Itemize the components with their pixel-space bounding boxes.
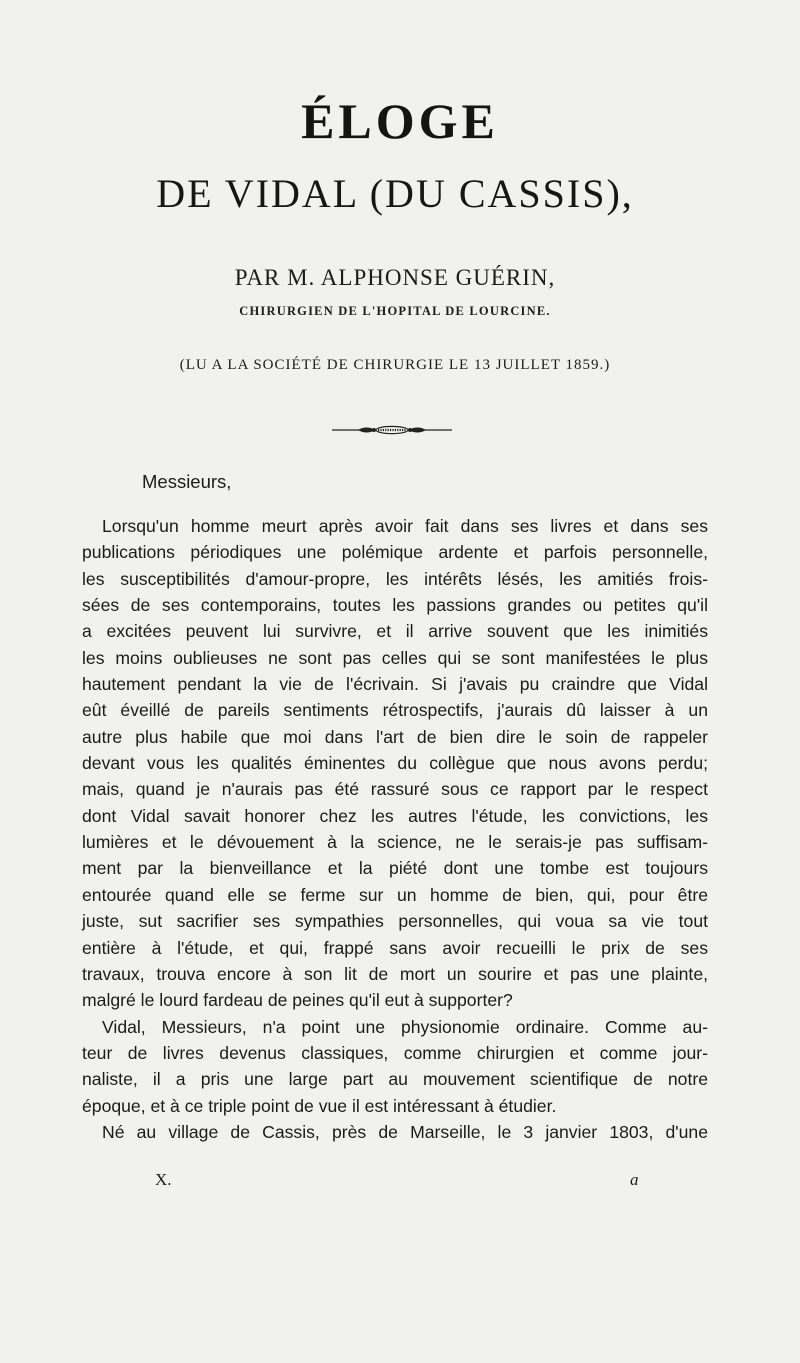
text-line: travaux, trouva encore à son lit de mort un sourire et pas une plainte, [82,963,708,984]
text-line: malgré le lourd fardeau de peines qu'il eut à supporter? [82,990,513,1011]
reading-note: (LU A LA SOCIÉTÉ DE CHIRURGIE LE 13 JUILLET 1859.) [179,357,611,373]
salutation: Messieurs, [142,471,232,492]
text-line: juste, sut sacrifier ses sympathies personnelles, qui voua sa vie tout [82,911,708,932]
ornament-divider-icon [330,422,454,438]
subtitle: DE VIDAL (DU CASSIS), [156,171,634,216]
text-line: devant vous les qualités éminentes du collègue que nous avons perdu; [82,753,708,774]
text-line: lumières et le dévouement à la science, ne le serais-je pas suffisam- [82,832,708,853]
paragraph-3 [82,1119,708,1145]
signature-mark-left: X. [155,1170,172,1189]
text-line: Vidal, Messieurs, n'a point une physionomie ordinaire. Comme au- [102,1016,708,1037]
title: ÉLOGE [301,93,499,149]
text-line: autre plus habile que moi dans l'art de bien dire le soin de rappeler [82,726,708,747]
text-line: eût éveillé de pareils sentiments rétrospectifs, j'aurais dû laisser à un [82,700,708,721]
body-text [82,513,708,1145]
paragraph-1 [82,513,708,1014]
text-line: Né au village de Cassis, près de Marseille, le 3 janvier 1803, d'une [102,1121,708,1142]
paragraph-2 [82,1014,708,1119]
text-line: a excitées peuvent lui survivre, et il arrive souvent que les inimitiés [82,621,708,642]
text-line: sées de ses contemporains, toutes les passions grandes ou petites qu'il [82,595,708,616]
text-line: publications périodiques une polémique ardente et parfois personnelle, [82,542,708,563]
text-line: dont Vidal savait honorer chez les autres l'étude, les convictions, les [82,805,708,826]
author-affiliation: CHIRURGIEN DE L'HOPITAL DE LOURCINE. [239,304,551,318]
text-line: ment par la bienveillance et la piété dont une tombe est toujours [82,858,708,879]
text-line: mais, quand je n'aurais pas été rassuré sous ce rapport par le respect [82,779,708,800]
text-line: époque, et à ce triple point de vue il est intéressant à étudier. [82,1095,557,1116]
text-line: les susceptibilités d'amour-propre, les intérêts lésés, les amitiés frois- [82,568,708,589]
text-line: teur de livres devenus classiques, comme chirurgien et comme jour- [82,1042,708,1063]
text-line: Lorsqu'un homme meurt après avoir fait dans ses livres et dans ses [102,516,708,536]
text-line: entière à l'étude, et qui, frappé sans avoir recueilli le prix de ses [82,937,708,958]
text-line: naliste, il a pris une large part au mouvement scientifique de notre [82,1069,708,1090]
text-line: hautement pendant la vie de l'écrivain. Si j'avais pu craindre que Vidal [82,674,708,695]
signature-mark-right: a [630,1170,639,1189]
text-line: entourée quand elle se ferme sur un homme de bien, qui, pour être [82,884,708,905]
text-line: les moins oublieuses ne sont pas celles qui se sont manifestées le plus [82,647,708,668]
author-line: PAR M. ALPHONSE GUÉRIN, [234,265,556,290]
